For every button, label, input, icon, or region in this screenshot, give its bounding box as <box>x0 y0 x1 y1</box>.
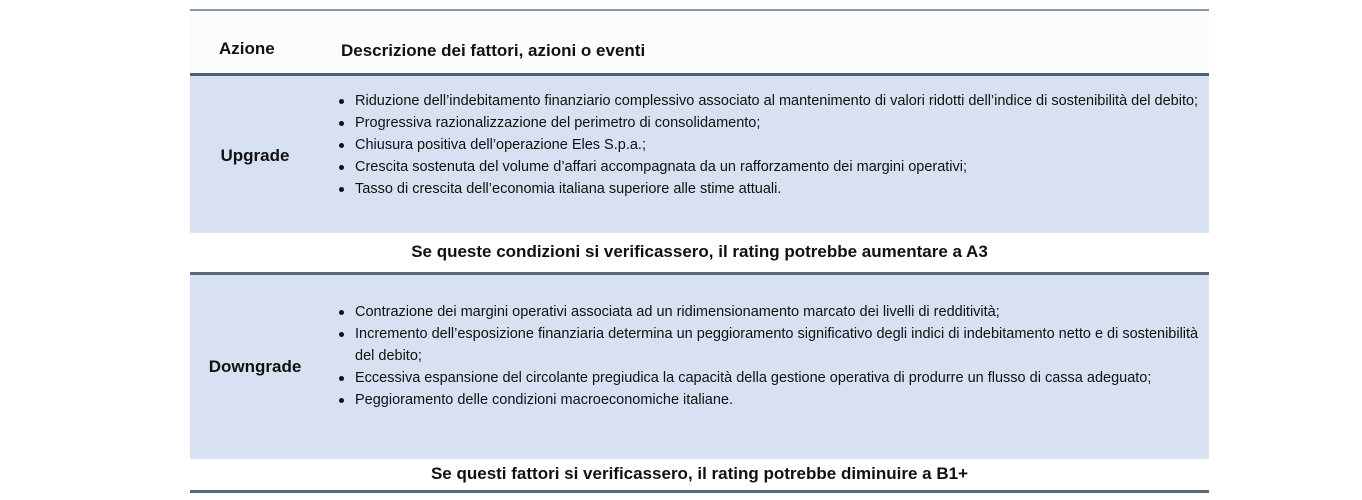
list-item: Tasso di crescita dell’economia italiana superiore alle stime attuali. <box>355 178 1205 200</box>
list-item: Eccessiva espansione del circolante pregiudica la capacità della gestione operativa di produrre un flusso di cassa adeguato; <box>355 367 1205 389</box>
table-header <box>190 11 1209 76</box>
header-action: Azione <box>219 39 275 58</box>
list-item: Contrazione dei margini operativi associata ad un ridimensionamento marcato dei livelli di redditività; <box>355 301 1205 323</box>
header-description: Descrizione dei fattori, azioni o eventi <box>341 41 646 60</box>
list-item: Crescita sostenuta del volume d’affari accompagnata da un rafforzamento dei margini operativi; <box>355 156 1205 178</box>
upgrade-factors-list <box>335 90 1205 200</box>
list-item: Peggioramento delle condizioni macroeconomiche italiane. <box>355 389 1205 411</box>
downgrade-label: Downgrade <box>208 357 302 376</box>
list-item: Progressiva razionalizzazione del perimetro di consolidamento; <box>355 112 1205 134</box>
rating-factors-table <box>190 9 1209 493</box>
downgrade-section <box>190 275 1209 459</box>
downgrade-conclusion: Se questi fattori si verificassero, il rating potrebbe diminuire a B1+ <box>190 459 1209 493</box>
list-item: Chiusura positiva dell’operazione Eles S.p.a.; <box>355 134 1205 156</box>
upgrade-label: Upgrade <box>220 146 290 165</box>
upgrade-section <box>190 76 1209 233</box>
upgrade-conclusion: Se queste condizioni si verificassero, il rating potrebbe aumentare a A3 <box>190 233 1209 275</box>
list-item: Riduzione dell’indebitamento finanziario complessivo associato al mantenimento di valori ridotti dell’indice di sostenibilità del debito; <box>355 90 1205 112</box>
downgrade-factors-list <box>335 301 1205 411</box>
list-item: Incremento dell’esposizione finanziaria determina un peggioramento significativo degli indici di indebitamento netto e di sostenibilità del debito; <box>355 323 1205 367</box>
